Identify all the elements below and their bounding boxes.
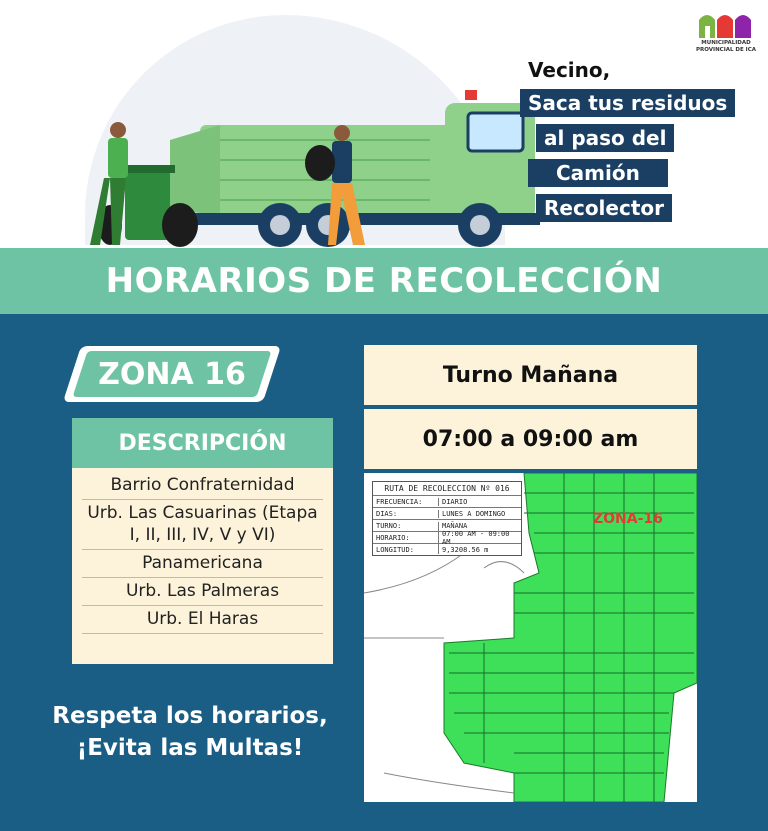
description-item: Urb. El Haras bbox=[82, 606, 323, 634]
description-list bbox=[72, 472, 333, 634]
route-field: FRECUENCIA: bbox=[376, 497, 423, 506]
route-value: 9,3208.56 m bbox=[438, 546, 521, 554]
logo-text: MUNICIPALIDAD PROVINCIAL DE ICA bbox=[695, 40, 757, 53]
description-item: Barrio Confraternidad bbox=[82, 472, 323, 500]
description-title: DESCRIPCIÓN bbox=[72, 418, 333, 468]
route-value: LUNES A DOMINGO bbox=[438, 510, 521, 518]
route-title: RUTA DE RECOLECCION Nº 016 bbox=[384, 484, 510, 493]
headline-line-2: Saca tus residuos bbox=[520, 89, 735, 117]
zone-label: ZONA 16 bbox=[98, 356, 246, 392]
map-zone-label: ZONA-16 bbox=[593, 511, 663, 527]
truck-window bbox=[468, 113, 523, 151]
route-value: MAÑANA bbox=[438, 522, 521, 530]
headline-line-3: al paso del bbox=[536, 124, 674, 152]
description-item: Urb. Las Casuarinas (Etapa I, II, III, IV, V y VI) bbox=[82, 500, 323, 550]
route-value: 07:00 AM - 09:00 AM bbox=[438, 530, 521, 546]
trash-bag bbox=[162, 203, 198, 247]
banner-title: HORARIOS DE RECOLECCIÓN bbox=[105, 261, 663, 301]
route-field: LONGITUD: bbox=[376, 545, 414, 554]
route-field: HORARIO: bbox=[376, 533, 410, 542]
schedule-label: 07:00 a 09:00 am bbox=[364, 409, 697, 469]
route-value: DIARIO bbox=[438, 498, 521, 506]
headline-line-1: Vecino, bbox=[528, 58, 611, 82]
garbage-truck-illustration bbox=[70, 85, 540, 250]
truck-light bbox=[465, 90, 477, 100]
title-banner bbox=[0, 248, 768, 314]
description-item: Urb. Las Palmeras bbox=[82, 578, 323, 606]
description-item: Panamericana bbox=[82, 550, 323, 578]
slogan bbox=[40, 700, 340, 764]
route-info-table bbox=[372, 481, 522, 556]
slogan-line-2: ¡Evita las Multas! bbox=[76, 735, 304, 761]
headline-line-4: Camión bbox=[528, 159, 668, 187]
route-field: TURNO: bbox=[376, 521, 402, 530]
route-field: DIAS: bbox=[376, 509, 398, 518]
truck-hopper bbox=[170, 125, 220, 215]
shift-label: Turno Mañana bbox=[364, 345, 697, 405]
slogan-line-1: Respeta los horarios, bbox=[52, 703, 328, 729]
headline-line-5: Recolector bbox=[536, 194, 672, 222]
